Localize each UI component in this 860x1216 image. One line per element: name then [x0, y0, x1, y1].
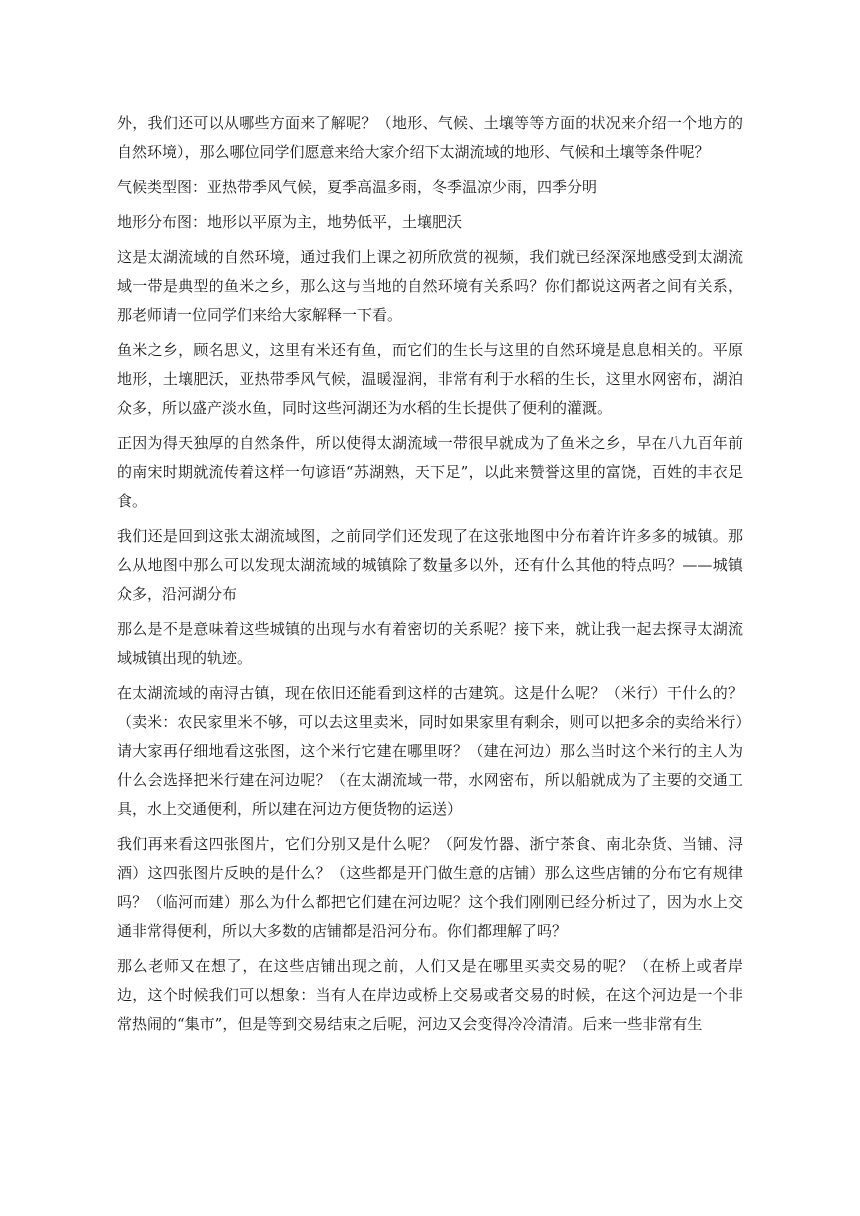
paragraph-11: 那么老师又在想了，在这些店铺出现之前，人们又是在哪里买卖交易的呢？（在桥上或者岸边，这个时候我们可以想象：当有人在岸边或桥上交易或者交易的时候，在这个河边是一个非常热闹的“集市”，但是等到交易结束之后呢，河边又会变得冷冷清清。后来一些非常有生 [117, 957, 743, 1033]
paragraph-1: 外，我们还可以从哪些方面来了解呢？（地形、气候、土壤等等方面的状况来介绍一个地方的自然环境），那么哪位同学们愿意来给大家介绍下太湖流域的地形、气候和土壤等条件呢？ [117, 114, 743, 161]
paragraph-3: 地形分布图：地形以平原为主，地势低平，土壤肥沃 [117, 213, 463, 231]
paragraph-5: 鱼米之乡，顾名思义，这里有米还有鱼，而它们的生长与这里的自然环境是息息相关的。平原地形，土壤肥沃，亚热带季风气候，温暖湿润，非常有利于水稻的生长，这里水网密布，湖泊众多，所以盛产淡水鱼，同时这些河湖还为水稻的生长提供了便利的灌溉。 [117, 341, 743, 417]
paragraph-2: 气候类型图：亚热带季风气候，夏季高温多雨，冬季温凉少雨，四季分明 [117, 178, 598, 196]
document-page [117, 109, 743, 1045]
paragraph-10: 我们再来看这四张图片，它们分别又是什么呢？（阿发竹器、浙宁茶食、南北杂货、当铺、浔酒）这四张图片反映的是什么？（这些都是开门做生意的店铺）那么这些店铺的分布它有规律吗？（临河而建）那么为什么都把它们建在河边呢？这个我们刚刚已经分析过了，因为水上交通非常得便利，所以大多数的店铺都是沿河分布。你们都理解了吗？ [117, 835, 743, 940]
paragraph-4: 这是太湖流域的自然环境，通过我们上课之初所欣赏的视频，我们就已经深深地感受到太湖流域一带是典型的鱼米之乡，那么这与当地的自然环境有关系吗？你们都说这两者之间有关系，那老师请一位同学们来给大家解释一下看。 [117, 248, 743, 324]
paragraph-9: 在太湖流域的南浔古镇，现在依旧还能看到这样的古建筑。这是什么呢？（米行）干什么的？（卖米：农民家里米不够，可以去这里卖米，同时如果家里有剩余，则可以把多余的卖给米行）请大家再仔细地看这张图，这个米行它建在哪里呀？（建在河边）那么当时这个米行的主人为什么会选择把米行建在河边呢？（在太湖流域一带，水网密布，所以船就成为了主要的交通工具，水上交通便利，所以建在河边方便货物的运送） [117, 684, 743, 818]
paragraph-6: 正因为得天独厚的自然条件，所以使得太湖流域一带很早就成为了鱼米之乡，早在八九百年前的南宋时期就流传着这样一句谚语“苏湖熟，天下足”，以此来赞誉这里的富饶，百姓的丰衣足食。 [117, 434, 743, 510]
paragraph-7: 我们还是回到这张太湖流域图，之前同学们还发现了在这张地图中分布着许许多多的城镇。那么从地图中那么可以发现太湖流域的城镇除了数量多以外，还有什么其他的特点吗？——城镇众多，沿河湖分布 [117, 527, 743, 603]
paragraph-8: 那么是不是意味着这些城镇的出现与水有着密切的关系呢？接下来，就让我一起去探寻太湖流域城镇出现的轨迹。 [117, 620, 743, 667]
